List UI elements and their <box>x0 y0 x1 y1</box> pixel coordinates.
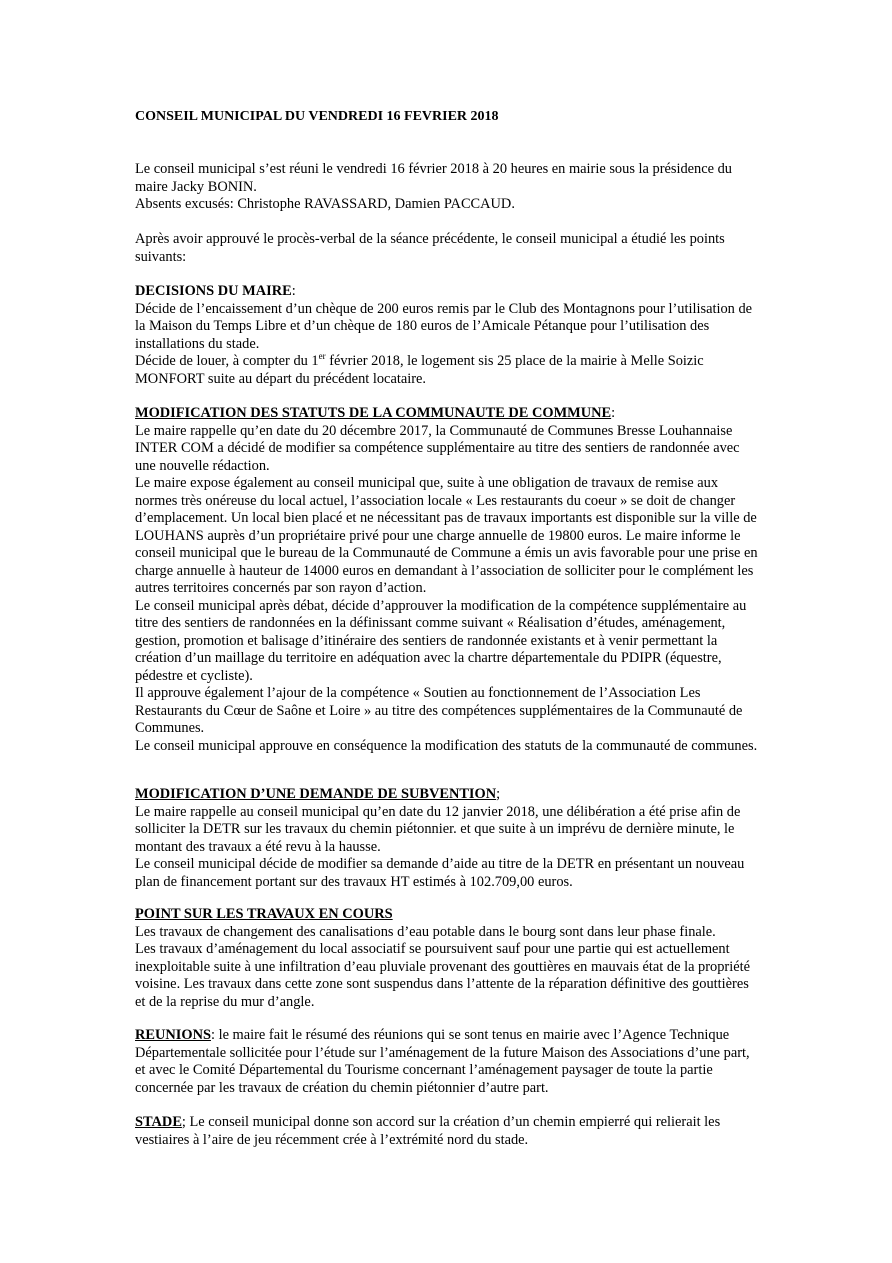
subvention-heading-line <box>135 786 760 804</box>
lease-superscript: er <box>318 351 326 362</box>
stade-text: ; Le conseil municipal donne son accord sur la création d’un chemin empierré qui relierait les vestiaires à l’aire de jeu récemment crée à l’extrémité nord du stade. <box>135 1114 721 1148</box>
statuts-heading-suffix: : <box>611 405 616 421</box>
stade-section <box>135 1114 760 1149</box>
statuts-paragraph: Le conseil municipal après débat, décide d’approuver la modification de la compétence supplémentaire au titre des sentiers de randonnées en la définissant comme suivant « Réalisation d’études, aménagement, gestion, promotion et balisage d’itinéraire des sentiers de randonnée existants et à venir permettant la création d’un maillage du territoire en adéquation avec la chartre départementale du PDIPR (équestre, pédestre et cycliste). <box>135 597 747 684</box>
travaux-paragraph: Les travaux d’aménagement du local associatif se poursuivent sauf pour une partie qui est actuellement inexploitable suite à une infiltration d’eau pluviale provenant des gouttières en mauvais état de la propriété voisine. Les travaux dans cette zone sont suspendus dans l’attente de la réparation définitive des gouttières et de la reprise du mur d’angle. <box>135 941 750 1010</box>
subvention-section <box>135 786 760 891</box>
reunions-paragraph <box>135 1027 760 1097</box>
stade-paragraph <box>135 1114 760 1149</box>
statuts-paragraph: Le maire expose également au conseil municipal que, suite à une obligation de travaux de remise aux normes très onéreuse du local actuel, l’association locale « Les restaurants du coeur » se doit de changer d’emplacement. Un local bien placé et ne nécessitant pas de travaux importants est disponible sur la ville de LOUHANS auprès d’un propriétaire privé pour une charge annuelle de 19800 euros. Le maire informe le conseil municipal que le bureau de la Communauté de Commune a émis un avis favorable pour une prise en charge annuelle à hauteur de 14000 euros en demandant à l’association de solliciter pour le complément les autres territoires concernés par son rayon d’action. <box>135 475 758 596</box>
lease-text-end: février 2018, le logement sis 25 place de la mairie à Melle Soizic MONFORT suite au départ du précédent locataire. <box>135 353 704 387</box>
preamble-section <box>135 231 760 266</box>
statuts-paragraph: Le conseil municipal approuve en conséquence la modification des statuts de la communauté de communes. <box>135 737 758 754</box>
decisions-heading-suffix: : <box>291 283 296 299</box>
statuts-heading: MODIFICATION DES STATUTS DE LA COMMUNAUTE DE COMMUNE <box>135 405 612 421</box>
statuts-paragraph: Il approuve également l’ajour de la compétence « Soutien au fonctionnement de l’Association Les Restaurants du Cœur de Saône et Loire » au titre des compétences supplémentaires de la Communauté de Communes. <box>135 685 743 736</box>
intro-section <box>135 161 760 214</box>
preamble-paragraph: Après avoir approuvé le procès-verbal de la séance précédente, le conseil municipal a étudié les points suivants: <box>135 231 725 265</box>
absents-line: Absents excusés: Christophe RAVASSARD, Damien PACCAUD. <box>135 196 515 212</box>
stade-heading: STADE <box>135 1114 182 1130</box>
travaux-section <box>135 906 760 1011</box>
decisions-paragraph: Décide de l’encaissement d’un chèque de 200 euros remis par le Club des Montagnons pour l’utilisation de la Maison du Temps Libre et d’un chèque de 180 euros de l’Amicale Pétanque pour l’utilisation des installations du stade. <box>135 300 753 352</box>
reunions-text: : le maire fait le résumé des réunions qui se sont tenus en mairie avec l’Agence Technique Départementale sollicitée pour l’étude sur l’aménagement de la future Maison des Associations d’une part, et avec le Comité Départemental du Tourisme concernant l’aménagement paysager de toute la partie concernée par les travaux de création du chemin piétonnier d’autre part. <box>135 1027 750 1096</box>
statuts-section <box>135 405 760 755</box>
decisions-paragraph-lease <box>135 353 760 388</box>
subvention-paragraph: Le conseil municipal décide de modifier sa demande d’aide au titre de la DETR en présentant un nouveau plan de financement portant sur des travaux HT estimés à 102.709,00 euros. <box>135 856 745 890</box>
statuts-heading-line <box>135 405 760 423</box>
decisions-heading: DECISIONS DU MAIRE <box>135 283 292 299</box>
subvention-paragraph: Le maire rappelle au conseil municipal qu’en date du 12 janvier 2018, une délibération a été prise afin de solliciter la DETR sur les travaux du chemin piétonnier. et que suite à un imprévu de dernière minute, le montant des travaux a été revu à la hausse. <box>135 803 741 855</box>
reunions-heading: REUNIONS <box>135 1027 211 1043</box>
travaux-paragraph: Les travaux de changement des canalisations d’eau potable dans le bourg sont dans leur phase finale. <box>135 923 716 940</box>
reunions-section <box>135 1027 760 1097</box>
subvention-heading: MODIFICATION D’UNE DEMANDE DE SUBVENTION <box>135 786 497 802</box>
decisions-section <box>135 283 760 388</box>
travaux-heading: POINT SUR LES TRAVAUX EN COURS <box>135 906 393 922</box>
subvention-heading-suffix: ; <box>496 786 501 802</box>
lease-text-start: Décide de louer, à compter du 1 <box>135 353 319 369</box>
intro-paragraph: Le conseil municipal s’est réuni le vendredi 16 février 2018 à 20 heures en mairie sous la présidence du maire Jacky BONIN. <box>135 161 733 195</box>
statuts-paragraph: Le maire rappelle qu’en date du 20 décembre 2017, la Communauté de Communes Bresse Louhannaise INTER COM a décidé de modifier sa compétence supplémentaire au titre des sentiers de randonnée avec une nouvelle rédaction. <box>135 422 740 474</box>
decisions-heading-line <box>135 283 760 301</box>
document-title: CONSEIL MUNICIPAL DU VENDREDI 16 FEVRIER 2018 <box>135 109 499 124</box>
